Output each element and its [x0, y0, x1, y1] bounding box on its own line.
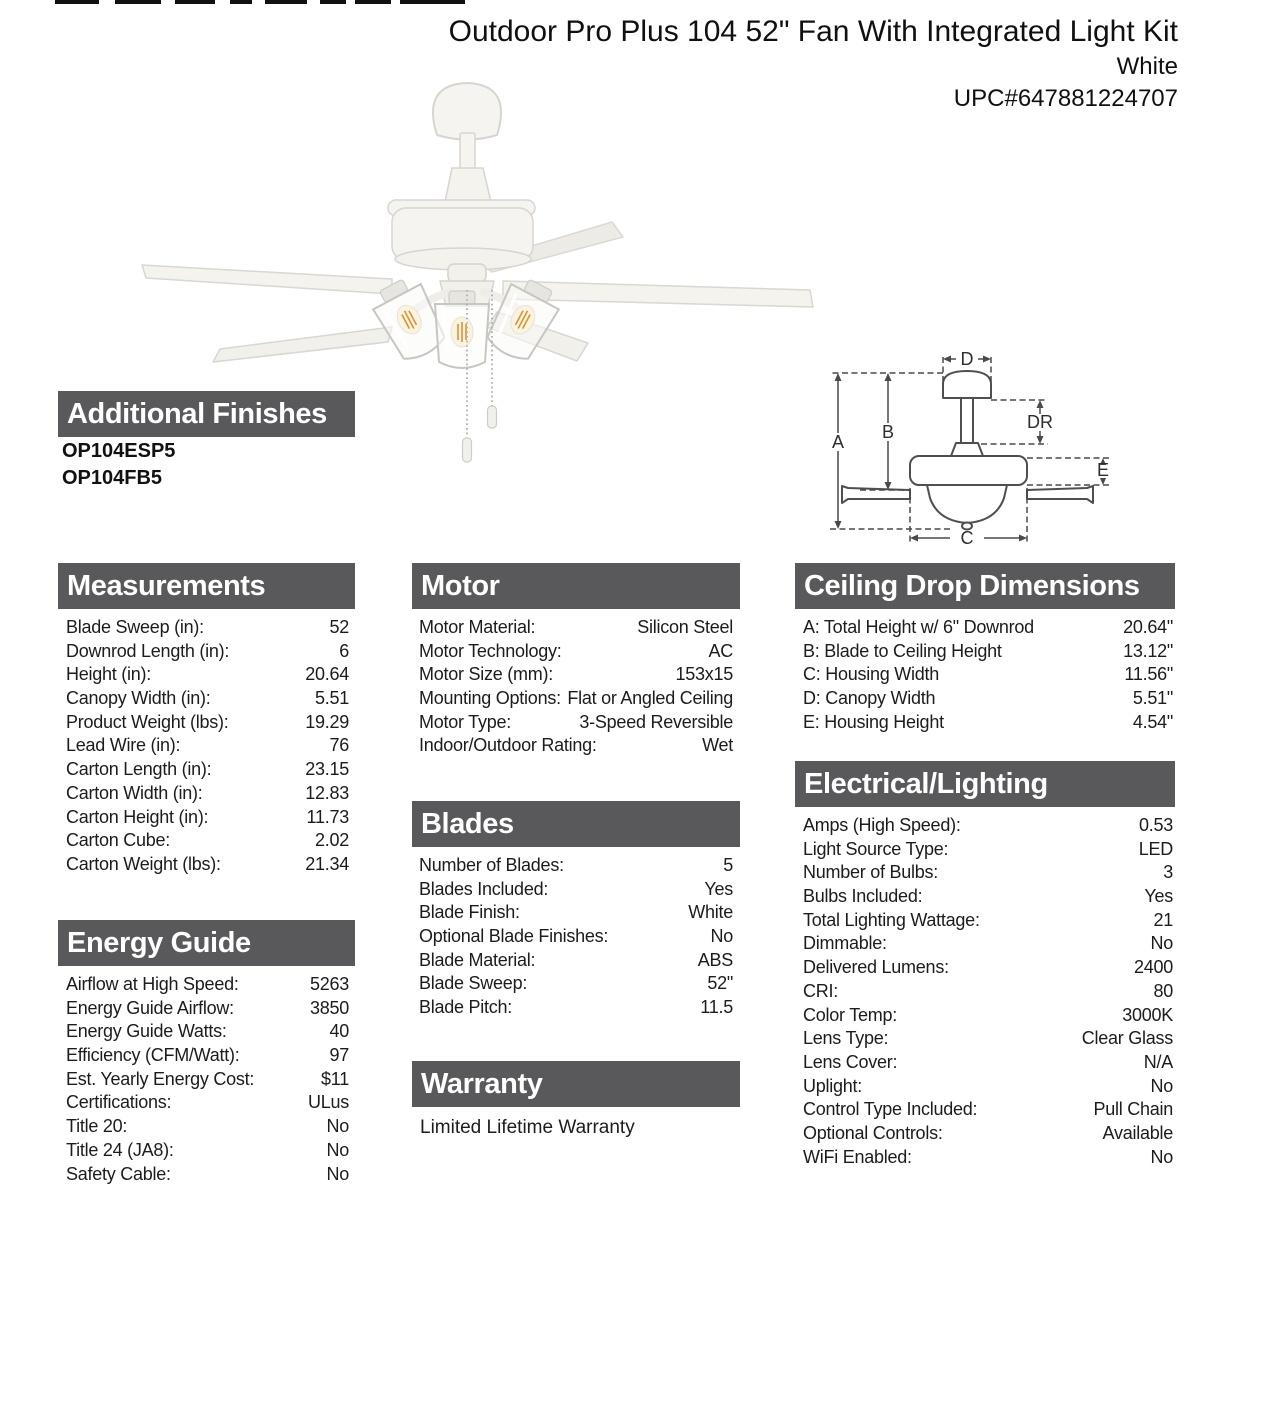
spec-value: 21.34 [305, 853, 349, 874]
spec-label: Height (in): [66, 664, 152, 685]
spec-value: 2.02 [314, 830, 349, 851]
spec-label: CRI: [803, 980, 838, 1001]
measurements-rows [66, 616, 349, 877]
spec-label: Delivered Lumens: [803, 957, 949, 978]
spec-row [419, 972, 733, 996]
fan-coupler [445, 168, 491, 202]
spec-label: Motor Size (mm): [419, 664, 554, 685]
energy-guide-header: Energy Guide [58, 920, 355, 966]
motor-rows [419, 616, 733, 758]
spec-row [66, 758, 349, 782]
spec-label: Title 20: [66, 1116, 128, 1137]
spec-label: Carton Weight (lbs): [66, 853, 221, 874]
spec-row [803, 1098, 1173, 1122]
spec-value: ULus [307, 1092, 349, 1113]
spec-value: $11 [321, 1068, 349, 1089]
spec-row [419, 640, 733, 664]
spec-label: Number of Bulbs: [803, 862, 939, 883]
additional-finishes-list [62, 438, 175, 492]
spec-label: Downrod Length (in): [66, 640, 230, 661]
spec-label: Carton Cube: [66, 830, 171, 851]
blades-header: Blades [412, 801, 740, 847]
spec-value: 97 [329, 1045, 349, 1066]
spec-label: Mounting Options: [419, 688, 561, 709]
fan-blade [213, 327, 392, 362]
spec-row [66, 997, 349, 1021]
spec-label: Motor Type: [419, 711, 511, 732]
spec-value: Silicon Steel [637, 617, 733, 637]
spec-value: 5263 [309, 974, 349, 994]
spec-value: White [688, 902, 733, 923]
spec-value: ABS [697, 949, 733, 970]
diagram-label-c: C [960, 528, 974, 548]
spec-label: Lens Type: [803, 1028, 889, 1049]
spec-row [66, 973, 349, 997]
spec-value: Yes [1144, 886, 1173, 907]
spec-label: Total Lighting Wattage: [803, 909, 980, 930]
spec-row [803, 838, 1173, 862]
spec-value: Yes [704, 878, 733, 899]
spec-label: Blade Sweep (in): [66, 617, 204, 637]
spec-row [66, 782, 349, 806]
warranty-header: Warranty [412, 1061, 740, 1107]
spec-value: Wet [702, 735, 733, 756]
spec-value: 52 [329, 617, 349, 637]
cropped-text-fragment [55, 0, 475, 6]
spec-row [66, 853, 349, 877]
spec-value: No [326, 1163, 349, 1184]
spec-row [803, 956, 1173, 980]
upc-code: UPC#647881224707 [953, 85, 1178, 112]
spec-label: D: Canopy Width [803, 688, 936, 709]
spec-row [419, 878, 733, 902]
spec-label: Optional Blade Finishes: [419, 926, 609, 947]
spec-row [66, 616, 349, 640]
spec-label: Carton Width (in): [66, 782, 203, 803]
spec-value: 13.12" [1123, 640, 1173, 661]
spec-row [803, 861, 1173, 885]
spec-label: Est. Yearly Energy Cost: [66, 1068, 255, 1089]
spec-label: Product Weight (lbs): [66, 711, 229, 732]
spec-row [803, 711, 1173, 735]
finish-item: OP104FB5 [62, 467, 163, 489]
diagram-motor [910, 456, 1027, 485]
spec-label: Optional Controls: [803, 1122, 943, 1143]
spec-value: 153x15 [675, 664, 733, 685]
spec-row [803, 640, 1173, 664]
spec-label: Carton Length (in): [66, 759, 212, 780]
warranty-text: Limited Lifetime Warranty [420, 1117, 635, 1138]
diagram-downrod [961, 398, 973, 443]
spec-label: Lens Cover: [803, 1051, 898, 1072]
spec-label: Motor Technology: [419, 640, 562, 661]
spec-row [419, 901, 733, 925]
spec-row [803, 1075, 1173, 1099]
finish-item: OP104ESP5 [62, 440, 176, 462]
fan-canopy [433, 83, 501, 140]
spec-row [419, 949, 733, 973]
spec-value: 5 [723, 855, 733, 875]
spec-value: 76 [329, 735, 349, 756]
spec-value: N/A [1143, 1051, 1173, 1072]
spec-value: Available [1102, 1122, 1173, 1143]
spec-value: LED [1138, 838, 1173, 859]
spec-row [803, 616, 1173, 640]
motor-header: Motor [412, 563, 740, 609]
spec-row [803, 1122, 1173, 1146]
spec-value: Pull Chain [1093, 1099, 1173, 1120]
spec-value: 5.51 [314, 688, 349, 709]
spec-label: Energy Guide Watts: [66, 1021, 227, 1042]
spec-row [803, 687, 1173, 711]
energy-guide-rows [66, 973, 349, 1186]
spec-value: No [1150, 933, 1173, 954]
spec-value: 3850 [309, 997, 349, 1018]
spec-row [419, 996, 733, 1020]
spec-row [66, 663, 349, 687]
spec-value: 3000K [1122, 1004, 1173, 1025]
blades-rows [419, 854, 733, 1020]
spec-row [66, 1163, 349, 1187]
spec-value: 11.73 [306, 806, 349, 827]
spec-row [66, 687, 349, 711]
diagram-coupler [951, 443, 983, 456]
spec-row [419, 711, 733, 735]
spec-row [66, 711, 349, 735]
spec-value: 3-Speed Reversible [579, 711, 733, 732]
spec-value: No [1150, 1075, 1173, 1096]
spec-label: Uplight: [803, 1075, 863, 1096]
diagram-label-e: E [1096, 460, 1110, 480]
spec-value: 80 [1153, 980, 1173, 1001]
light-kit-hub [448, 264, 486, 282]
spec-label: C: Housing Width [803, 664, 940, 685]
spec-row [419, 687, 733, 711]
spec-label: Amps (High Speed): [803, 815, 961, 835]
spec-label: Blade Material: [419, 949, 536, 970]
spec-value: 3 [1163, 862, 1173, 883]
spec-label: Indoor/Outdoor Rating: [419, 735, 597, 756]
diagram-label-b: B [881, 422, 895, 442]
spec-row [66, 640, 349, 664]
pull-chain-pendant [463, 438, 472, 462]
spec-value: 52" [707, 973, 733, 994]
spec-row [803, 1004, 1173, 1028]
spec-value: 11.5 [700, 997, 733, 1018]
dimension-diagram [800, 338, 1175, 566]
spec-label: Energy Guide Airflow: [66, 997, 234, 1018]
spec-label: WiFi Enabled: [803, 1146, 912, 1167]
diagram-blade [1027, 486, 1093, 503]
spec-label: Safety Cable: [66, 1163, 171, 1184]
spec-row [66, 1091, 349, 1115]
ceiling-drop-rows [803, 616, 1173, 734]
additional-finishes-header: Additional Finishes [58, 391, 355, 437]
spec-value: 23.15 [305, 759, 349, 780]
spec-value: No [710, 926, 733, 947]
diagram-canopy [943, 371, 991, 398]
spec-value: Flat or Angled Ceiling [567, 688, 733, 709]
spec-row [66, 806, 349, 830]
spec-value: 12.83 [305, 782, 349, 803]
diagram-label-dr: DR [1027, 412, 1053, 432]
spec-value: Clear Glass [1081, 1028, 1173, 1049]
spec-row [419, 616, 733, 640]
diagram-blade [842, 486, 910, 503]
spec-row [66, 1020, 349, 1044]
spec-label: Blade Sweep: [419, 973, 528, 994]
page-title: Outdoor Pro Plus 104 52" Fan With Integrated Light Kit [448, 15, 1178, 48]
spec-label: Airflow at High Speed: [66, 974, 239, 994]
spec-label: Bulbs Included: [803, 886, 923, 907]
spec-label: Efficiency (CFM/Watt): [66, 1045, 240, 1066]
spec-label: B: Blade to Ceiling Height [803, 640, 1002, 661]
spec-label: Certifications: [66, 1092, 172, 1113]
spec-value: 11.56" [1124, 664, 1173, 685]
spec-value: 19.29 [305, 711, 349, 732]
spec-row [803, 1051, 1173, 1075]
spec-label: Blades Included: [419, 878, 549, 899]
spec-label: Dimmable: [803, 933, 887, 954]
spec-label: Carton Height (in): [66, 806, 209, 827]
spec-value: 21 [1153, 909, 1173, 930]
spec-label: Motor Material: [419, 617, 536, 637]
spec-label: E: Housing Height [803, 711, 944, 732]
spec-row [803, 1146, 1173, 1170]
spec-value: No [326, 1139, 349, 1160]
spec-value: 4.54" [1132, 711, 1173, 732]
spec-label: Canopy Width (in): [66, 688, 211, 709]
fan-downrod [460, 133, 475, 169]
spec-row [803, 932, 1173, 956]
fan-blade [142, 265, 392, 294]
spec-label: Light Source Type: [803, 838, 949, 859]
measurements-header: Measurements [58, 563, 355, 609]
spec-row [66, 1139, 349, 1163]
spec-label: Blade Finish: [419, 902, 520, 923]
diagram-light-bowl [927, 485, 1007, 523]
spec-value: 2400 [1133, 957, 1173, 978]
spec-row [803, 663, 1173, 687]
spec-value: AC [708, 640, 733, 661]
spec-value: 5.51" [1132, 688, 1173, 709]
spec-row [419, 734, 733, 758]
spec-row [66, 829, 349, 853]
ceiling-drop-header: Ceiling Drop Dimensions [795, 563, 1175, 609]
spec-row [803, 980, 1173, 1004]
spec-row [419, 663, 733, 687]
spec-row [803, 814, 1173, 838]
spec-value: 40 [329, 1021, 349, 1042]
spec-row [419, 854, 733, 878]
spec-label: Blade Pitch: [419, 997, 513, 1018]
spec-value: 0.53 [1138, 815, 1173, 835]
spec-row [66, 1115, 349, 1139]
finish-name: White [1116, 53, 1178, 80]
spec-value: No [1150, 1146, 1173, 1167]
spec-label: Number of Blades: [419, 855, 564, 875]
spec-row [66, 734, 349, 758]
spec-row [803, 885, 1173, 909]
electrical-rows [803, 814, 1173, 1169]
spec-row [803, 909, 1173, 933]
spec-value: No [326, 1116, 349, 1137]
spec-label: Lead Wire (in): [66, 735, 181, 756]
spec-value: 20.64 [305, 664, 349, 685]
spec-row [419, 925, 733, 949]
spec-label: Title 24 (JA8): [66, 1139, 174, 1160]
electrical-lighting-header: Electrical/Lighting [795, 761, 1175, 807]
spec-label: A: Total Height w/ 6" Downrod [803, 617, 1034, 637]
spec-row [66, 1044, 349, 1068]
spec-value: 6 [339, 640, 349, 661]
spec-label: Color Temp: [803, 1004, 897, 1025]
diagram-label-a: A [831, 432, 845, 452]
spec-row [803, 1027, 1173, 1051]
pull-chain-pendant [488, 406, 497, 428]
spec-label: Control Type Included: [803, 1099, 978, 1120]
spec-row [66, 1068, 349, 1092]
diagram-label-d: D [960, 349, 974, 369]
spec-value: 20.64" [1123, 617, 1173, 637]
